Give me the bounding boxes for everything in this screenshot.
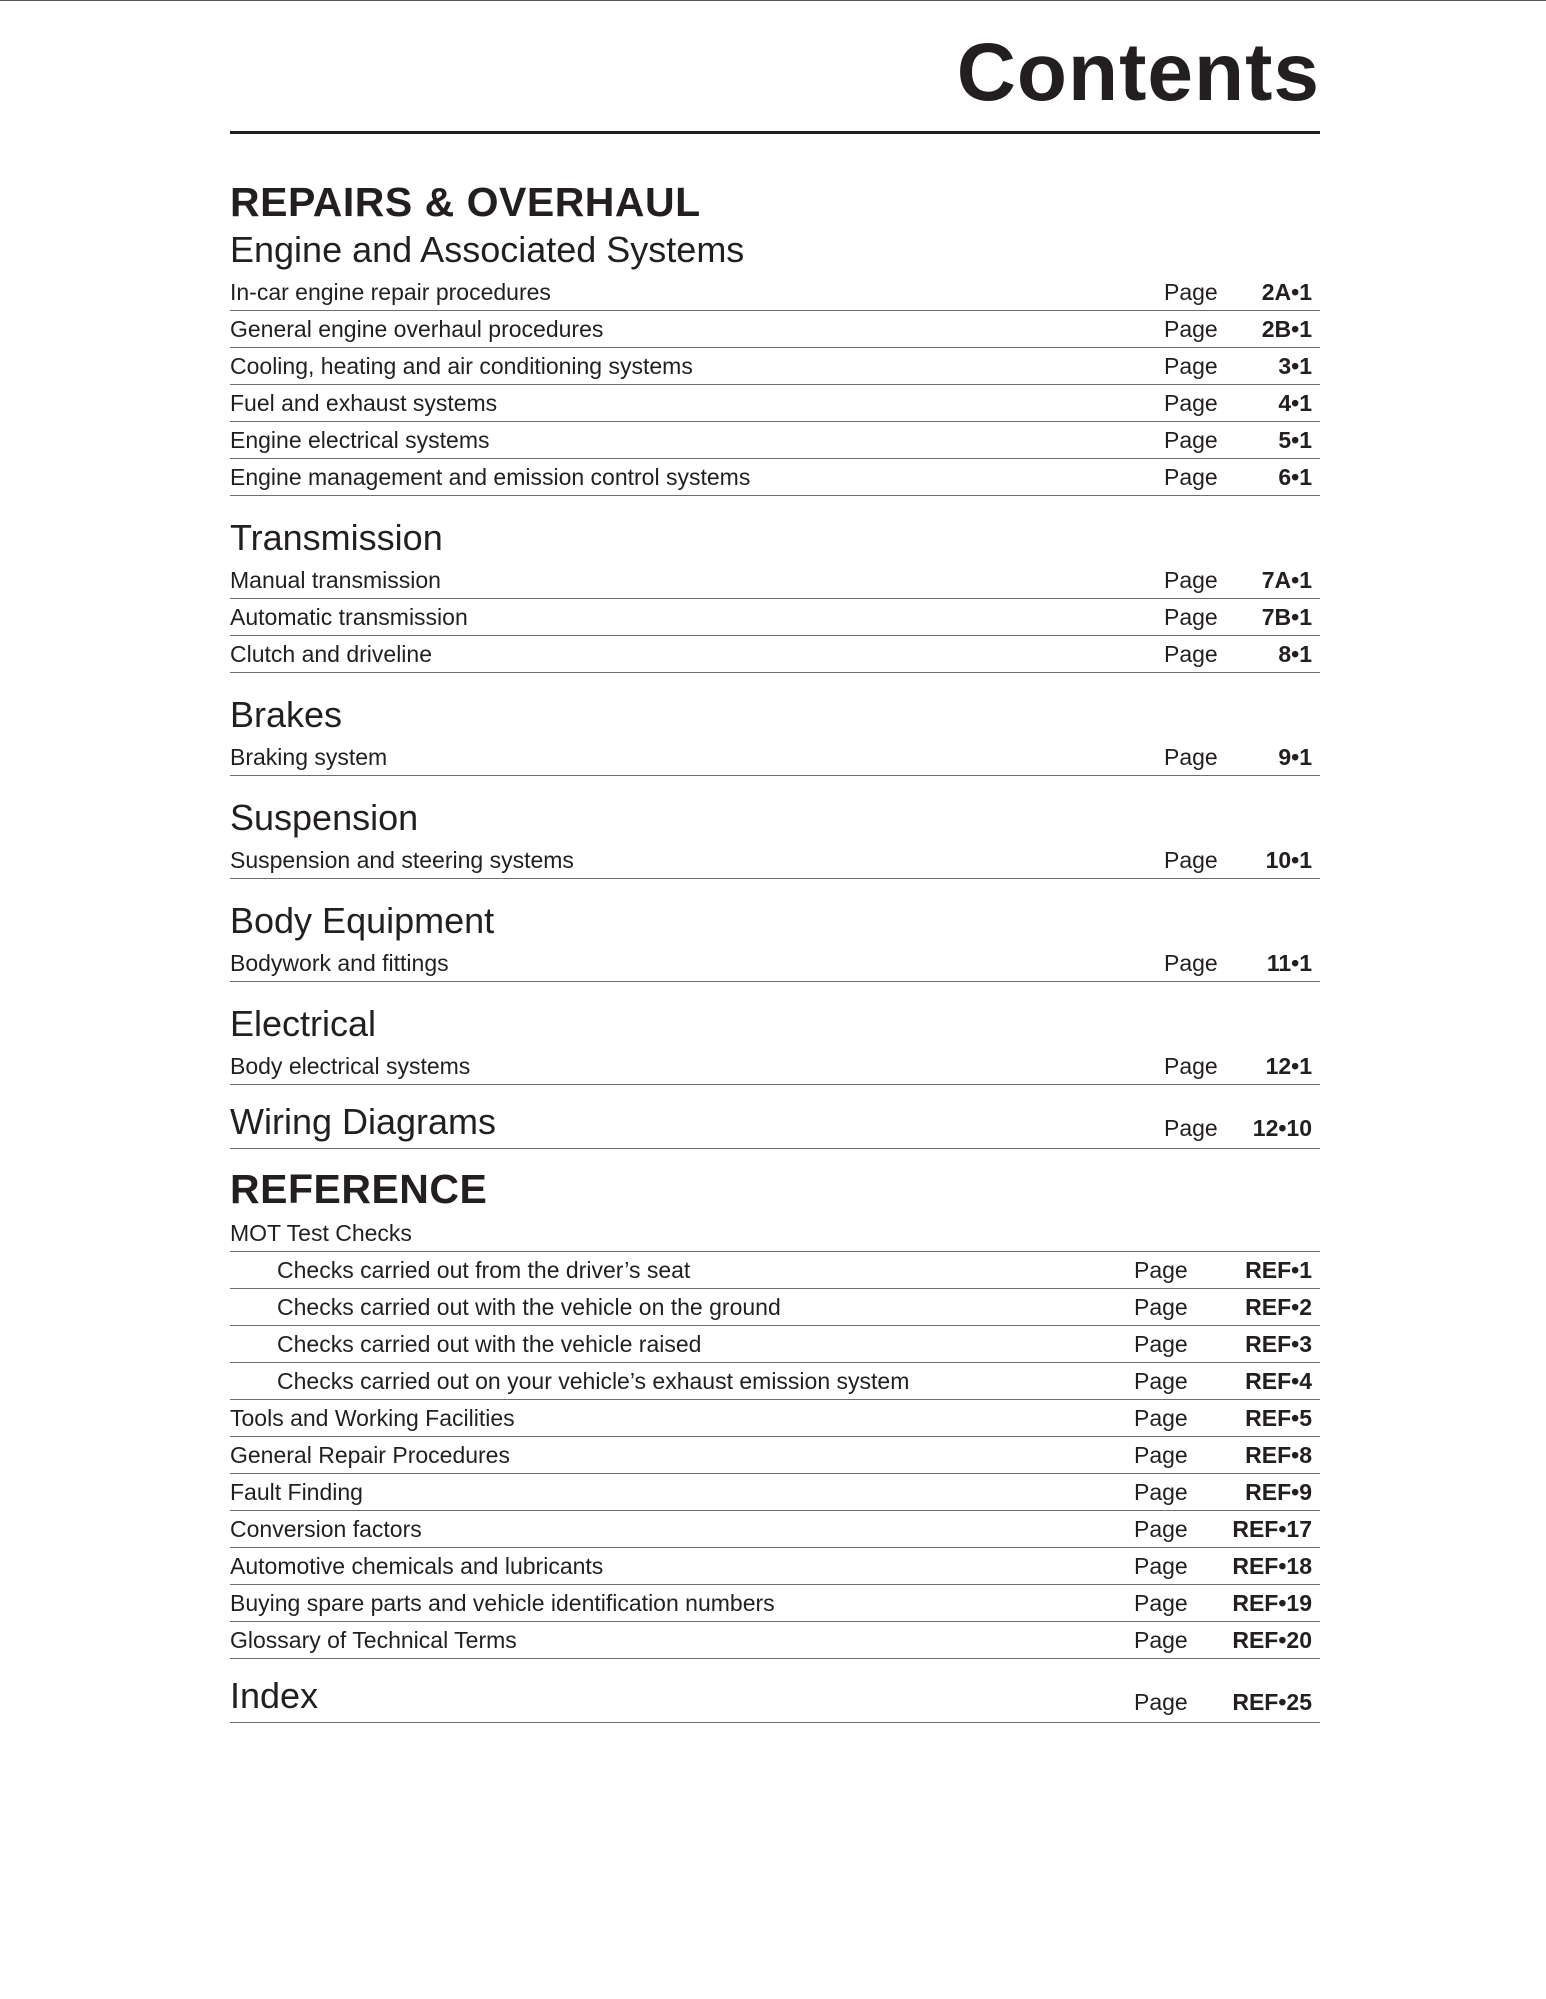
entry-label: Engine management and emission control systems — [230, 463, 751, 490]
entry-label: Manual transmission — [230, 566, 441, 593]
page-word: Page — [1164, 315, 1218, 342]
entry-label: General engine overhaul procedures — [230, 315, 604, 342]
page-number: REF•5 — [1245, 1404, 1312, 1431]
page-word: Page — [1164, 278, 1218, 305]
section-body — [230, 945, 1320, 982]
page-number: 2B•1 — [1261, 315, 1312, 342]
toc-entry[interactable] — [230, 1363, 1320, 1400]
page-number: REF•20 — [1232, 1626, 1312, 1653]
page-word: Page — [1164, 603, 1218, 630]
entry-label: Automatic transmission — [230, 603, 468, 630]
page-word: Page — [1164, 640, 1218, 667]
toc-entry[interactable] — [230, 562, 1320, 599]
entry-label: Fault Finding — [230, 1478, 363, 1505]
page-number: 5•1 — [1278, 426, 1312, 453]
page-number: 11•1 — [1266, 949, 1312, 976]
page-word: Page — [1134, 1404, 1188, 1431]
toc-entry[interactable] — [230, 1048, 1320, 1085]
page-word: Page — [1164, 389, 1218, 416]
mot-test-checks-label: MOT Test Checks — [230, 1215, 1320, 1252]
entry-label: General Repair Procedures — [230, 1441, 510, 1468]
section-heading-electrical: Electrical — [230, 1003, 377, 1044]
section-heading-body-equipment: Body Equipment — [230, 900, 495, 941]
entry-label: In-car engine repair procedures — [230, 278, 551, 305]
entry-label: Suspension and steering systems — [230, 846, 574, 873]
entry-label: Automotive chemicals and lubricants — [230, 1552, 604, 1579]
page-number: 6•1 — [1278, 463, 1312, 490]
section-mot — [230, 1252, 1320, 1400]
entry-label: Braking system — [230, 743, 388, 770]
section-brakes — [230, 739, 1320, 776]
page-word: Page — [1134, 1293, 1188, 1320]
page-number: 7B•1 — [1261, 603, 1312, 630]
entry-label: Conversion factors — [230, 1515, 422, 1542]
entry-label: Index — [230, 1675, 319, 1716]
page-number: REF•17 — [1232, 1515, 1312, 1542]
entry-label: Buying spare parts and vehicle identification numbers — [230, 1589, 775, 1616]
toc-entry[interactable] — [230, 945, 1320, 982]
top-border — [0, 0, 1546, 1]
toc-entry[interactable] — [230, 348, 1320, 385]
entry-label: Engine electrical systems — [230, 426, 490, 453]
toc-entry[interactable] — [230, 1252, 1320, 1289]
page-number: 9•1 — [1278, 743, 1312, 770]
toc-entry[interactable] — [230, 1326, 1320, 1363]
toc-entry[interactable] — [230, 385, 1320, 422]
page-number: 4•1 — [1278, 389, 1312, 416]
toc-entry-index[interactable] — [230, 1659, 1320, 1723]
part-heading-repairs: REPAIRS & OVERHAUL — [230, 179, 701, 225]
page-word: Page — [1134, 1256, 1188, 1283]
section-heading-suspension: Suspension — [230, 797, 419, 838]
page-number: REF•19 — [1232, 1589, 1312, 1616]
section-engine — [230, 274, 1320, 496]
page-number: REF•18 — [1232, 1552, 1312, 1579]
entry-label: Glossary of Technical Terms — [230, 1626, 517, 1653]
entry-label: Checks carried out with the vehicle raised — [277, 1330, 702, 1357]
entry-label: Cooling, heating and air conditioning systems — [230, 352, 693, 379]
entry-label: Body electrical systems — [230, 1052, 471, 1079]
section-heading-brakes: Brakes — [230, 694, 343, 735]
page-word: Page — [1164, 1052, 1218, 1079]
toc-entry[interactable] — [230, 1622, 1320, 1659]
page-number: REF•25 — [1232, 1689, 1312, 1715]
section-reference — [230, 1400, 1320, 1659]
page-word: Page — [1164, 566, 1218, 593]
page-word: Page — [1134, 1330, 1188, 1357]
page-number: 8•1 — [1278, 640, 1312, 667]
toc-entry[interactable] — [230, 1548, 1320, 1585]
toc-entry[interactable] — [230, 311, 1320, 348]
page-word: Page — [1164, 846, 1218, 873]
toc-entry[interactable] — [230, 422, 1320, 459]
title-rule — [230, 131, 1320, 134]
page-number: REF•8 — [1245, 1441, 1312, 1468]
page-number: REF•3 — [1245, 1330, 1312, 1357]
toc-entry[interactable] — [230, 1474, 1320, 1511]
page-number: REF•1 — [1245, 1256, 1312, 1283]
entry-label: Checks carried out from the driver’s seat — [277, 1256, 691, 1283]
page-word: Page — [1164, 352, 1218, 379]
section-heading-engine: Engine and Associated Systems — [230, 229, 745, 270]
toc-entry[interactable] — [230, 842, 1320, 879]
toc-entry[interactable] — [230, 459, 1320, 496]
page-number: REF•4 — [1245, 1367, 1312, 1394]
page-word: Page — [1134, 1478, 1188, 1505]
toc-entry[interactable] — [230, 1289, 1320, 1326]
page-number: REF•2 — [1245, 1293, 1312, 1320]
page-word: Page — [1134, 1689, 1188, 1715]
table-of-contents — [230, 176, 1320, 1723]
toc-entry[interactable] — [230, 636, 1320, 673]
page-word: Page — [1134, 1589, 1188, 1616]
toc-entry[interactable] — [230, 274, 1320, 311]
toc-entry[interactable] — [230, 599, 1320, 636]
section-electrical — [230, 1048, 1320, 1085]
page-word: Page — [1134, 1367, 1188, 1394]
page-number: 12•10 — [1252, 1115, 1312, 1141]
page-word: Page — [1134, 1441, 1188, 1468]
page-word: Page — [1164, 1115, 1218, 1141]
entry-label: Checks carried out on your vehicle’s exhaust emission system — [277, 1367, 910, 1394]
page-title: Contents — [956, 27, 1320, 118]
part-heading-reference: REFERENCE — [230, 1166, 488, 1212]
section-heading-transmission: Transmission — [230, 517, 443, 558]
entry-label: Wiring Diagrams — [230, 1101, 497, 1142]
page-word: Page — [1134, 1626, 1188, 1653]
page-word: Page — [1164, 949, 1218, 976]
toc-entry[interactable] — [230, 1585, 1320, 1622]
page-word: Page — [1134, 1552, 1188, 1579]
entry-label: Bodywork and fittings — [230, 949, 449, 976]
toc-entry[interactable] — [230, 1511, 1320, 1548]
page-number: 10•1 — [1265, 846, 1312, 873]
toc-entry[interactable] — [230, 1437, 1320, 1474]
entry-label: Fuel and exhaust systems — [230, 389, 498, 416]
entry-label: Clutch and driveline — [230, 640, 433, 667]
page-number: 7A•1 — [1261, 566, 1312, 593]
page-word: Page — [1164, 463, 1218, 490]
toc-entry[interactable] — [230, 1400, 1320, 1437]
entry-label: Tools and Working Facilities — [230, 1404, 515, 1431]
section-transmission — [230, 562, 1320, 673]
toc-entry-wiring-diagrams[interactable] — [230, 1085, 1320, 1149]
page-word: Page — [1164, 426, 1218, 453]
page-word: Page — [1164, 743, 1218, 770]
page-word: Page — [1134, 1515, 1188, 1542]
page-number: REF•9 — [1245, 1478, 1312, 1505]
toc-entry[interactable] — [230, 739, 1320, 776]
entry-label: Checks carried out with the vehicle on the ground — [277, 1293, 781, 1320]
page-number: 3•1 — [1278, 352, 1312, 379]
page-number: 2A•1 — [1261, 278, 1312, 305]
section-suspension — [230, 842, 1320, 879]
page-number: 12•1 — [1265, 1052, 1312, 1079]
